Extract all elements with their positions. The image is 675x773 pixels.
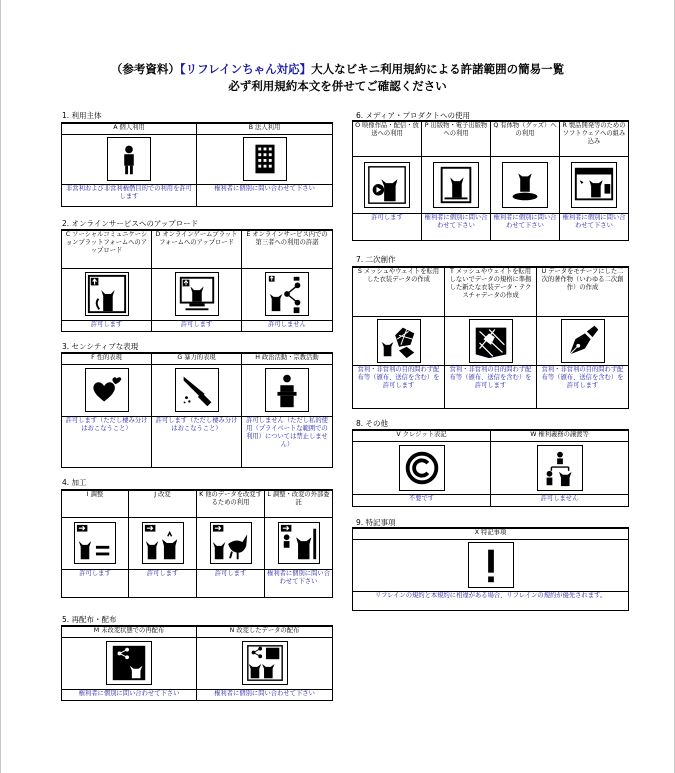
- title-suffix: 大人なビキニ利用規約による許諾範囲の簡易一覧: [311, 62, 565, 76]
- section-8-heading: 8. その他: [356, 419, 389, 428]
- cell-c-icon: [62, 268, 152, 320]
- section-3-table: [61, 352, 333, 468]
- cell-w-icon: [491, 441, 629, 494]
- label-j: J 改変: [129, 490, 197, 517]
- label-g: G 暴力的表現: [152, 353, 242, 364]
- section-6-table: [352, 120, 629, 241]
- result-e: 許可しません: [242, 320, 333, 331]
- exclamation-icon: [468, 542, 514, 588]
- section-5-heading: 5. 再配布・配布: [62, 615, 117, 624]
- cell-f-icon: [62, 364, 152, 416]
- label-p: P 出版物・電子出版物への利用: [422, 121, 491, 156]
- social-upload-icon: [85, 272, 129, 316]
- cell-i-icon: [62, 517, 129, 569]
- page-edge: [0, 0, 1, 773]
- game-upload-icon: [175, 272, 219, 316]
- label-u: U データをモチーフにした二次的著作物（いわゆる二次創作）の作成: [537, 267, 629, 316]
- section-2-table: [61, 229, 333, 332]
- label-h: H 政治活動・宗教活動: [242, 353, 333, 364]
- cell-j-icon: [129, 517, 197, 569]
- software-icon: [571, 162, 617, 208]
- label-e: E オンラインサービス内での第三者への利用の許諾: [242, 230, 333, 268]
- result-q: 権利者に個別に問い合わせて下さい: [491, 213, 560, 240]
- section-6-heading: 6. メディア・プロダクトへの使用: [356, 111, 470, 120]
- cell-b-icon: [197, 134, 333, 184]
- label-o: O 映像作品・配信・放送への利用: [353, 121, 422, 156]
- cell-l-icon: [265, 517, 333, 569]
- result-c: 許可します: [62, 320, 152, 331]
- section-4-table: [61, 489, 333, 598]
- cell-r-icon: [560, 156, 629, 213]
- section-7-table: [352, 266, 629, 409]
- hearts-icon: [85, 368, 129, 412]
- result-o: 許可します: [353, 213, 422, 240]
- section-8-table: [352, 429, 629, 507]
- person-icon: [107, 137, 151, 181]
- result-n: 権利者に個別に問い合わせて下さい: [197, 689, 333, 700]
- result-a: 非営利および非営利権僭目的での利用を許可します: [62, 184, 197, 206]
- label-q: Q 有体物（グッズ）への利用: [491, 121, 560, 156]
- section-9-table: [352, 527, 629, 611]
- document-subtitle: 必ず利用規約本文を併せてご確認ください: [228, 79, 447, 93]
- document-title: [0, 61, 675, 77]
- cell-m-icon: [62, 637, 197, 689]
- result-h: 許可しません（ただし私的使用（プライベートな範囲での利用）については禁止しません）: [242, 416, 333, 467]
- result-u: 営利・非営利の目的問わず配布等（頒布、送信を含む）を許可します: [537, 365, 629, 408]
- modify-icon: [142, 522, 184, 564]
- label-r: R 製品開発等のためのソフトウェアへの組み込み: [560, 121, 629, 156]
- result-i: 許可します: [62, 569, 129, 597]
- outsource-icon: [278, 522, 320, 564]
- share-icon: [265, 272, 309, 316]
- result-d: 許可します: [152, 320, 242, 331]
- label-n: N 改変したデータの配布: [197, 626, 333, 637]
- label-x: X 特記事項: [353, 528, 629, 539]
- video-icon: [364, 162, 410, 208]
- cell-t-icon: [445, 316, 537, 365]
- section-5-table: [61, 625, 333, 701]
- result-r: 権利者に個別に問い合わせて下さい: [560, 213, 629, 240]
- result-b: 権利者に個別に問い合わせて下さい: [197, 184, 333, 206]
- label-i: I 調整: [62, 490, 129, 517]
- mesh-icon: [377, 319, 421, 363]
- transfer-icon: [537, 445, 583, 491]
- label-k: K 他のデータを改変するための利用: [197, 490, 265, 517]
- label-t: T メッシュやウェイトを転用しないでデータの規格に準拠した新たな衣装データ・テクスチャデータの作成: [445, 267, 537, 316]
- section-3-heading: 3. センシティブな表現: [62, 342, 139, 351]
- cell-v-icon: [353, 441, 491, 494]
- result-m: 権利者に個別に問い合わせて下さい: [62, 689, 197, 700]
- label-v: V クレジット表記: [353, 430, 491, 441]
- section-9-heading: 9. 特記事項: [356, 518, 396, 527]
- result-f: 許可します（ただし棲み分けはおこなうこと）: [62, 416, 152, 467]
- building-icon: [243, 137, 287, 181]
- section-1-table: [61, 122, 333, 207]
- cell-u-icon: [537, 316, 629, 365]
- label-f: F 性的表現: [62, 353, 152, 364]
- result-k: 許可します: [197, 569, 265, 597]
- label-s: S メッシュやウェイトを転用した衣装データの作成: [353, 267, 445, 316]
- section-2-heading: 2. オンラインサービスへのアップロード: [62, 219, 199, 228]
- knife-icon: [175, 368, 219, 412]
- cell-g-icon: [152, 364, 242, 416]
- cat-transform-icon: [210, 522, 252, 564]
- result-g: 許可します（ただし棲み分けはおこなうこと）: [152, 416, 242, 467]
- result-l: 権利者に個別に問い合わせて下さい: [265, 569, 333, 597]
- publication-icon: [433, 162, 479, 208]
- result-x: リフレインの規約と本規約に相違がある場合、リフレインの規約が優先されます。: [353, 591, 629, 610]
- copyright-icon: [399, 445, 445, 491]
- cell-q-icon: [491, 156, 560, 213]
- section-7-heading: 7. 二次創作: [356, 255, 396, 264]
- cell-x-icon: [353, 539, 629, 591]
- section-4-heading: 4. 加工: [62, 478, 87, 487]
- modified-distribute-icon: [242, 641, 288, 685]
- section-1-heading: 1. 利用主体: [62, 111, 102, 120]
- label-w: W 権利義務の譲渡等: [491, 430, 629, 441]
- title-blue: 【リフレインちゃん対応】: [179, 62, 312, 76]
- cell-n-icon: [197, 637, 333, 689]
- result-s: 営利・非営利の目的問わず配布等（頒布、送信を含む）を許可します: [353, 365, 445, 408]
- label-l: L 調整・改変の外部委託: [265, 490, 333, 517]
- result-v: 不要です: [353, 494, 491, 506]
- label-m: M 未改変状態での再配布: [62, 626, 197, 637]
- result-p: 権利者に個別に問い合わせて下さい: [422, 213, 491, 240]
- cell-o-icon: [353, 156, 422, 213]
- podium-icon: [265, 368, 309, 412]
- cell-d-icon: [152, 268, 242, 320]
- label-d: D オンラインゲームプラットフォームへのアップロード: [152, 230, 242, 268]
- result-w: 許可しません: [491, 494, 629, 506]
- cell-s-icon: [353, 316, 445, 365]
- title-prefix: （参考資料）: [110, 62, 180, 76]
- label-b: B 法人利用: [197, 123, 333, 134]
- cell-k-icon: [197, 517, 265, 569]
- redistribute-icon: [106, 641, 152, 685]
- cell-p-icon: [422, 156, 491, 213]
- label-c: C ソーシャルコミュニケーションプラットフォームへのアップロード: [62, 230, 152, 268]
- cell-e-icon: [242, 268, 333, 320]
- result-t: 営利・非営利の目的問わず配布等（頒布、送信を含む）を許可します: [445, 365, 537, 408]
- texture-icon: [469, 319, 513, 363]
- adjust-icon: [74, 522, 116, 564]
- cell-a-icon: [62, 134, 197, 184]
- result-j: 許可します: [129, 569, 197, 597]
- pen-nib-icon: [561, 319, 605, 363]
- label-a: A 個人利用: [62, 123, 197, 134]
- cell-h-icon: [242, 364, 333, 416]
- goods-icon: [502, 162, 548, 208]
